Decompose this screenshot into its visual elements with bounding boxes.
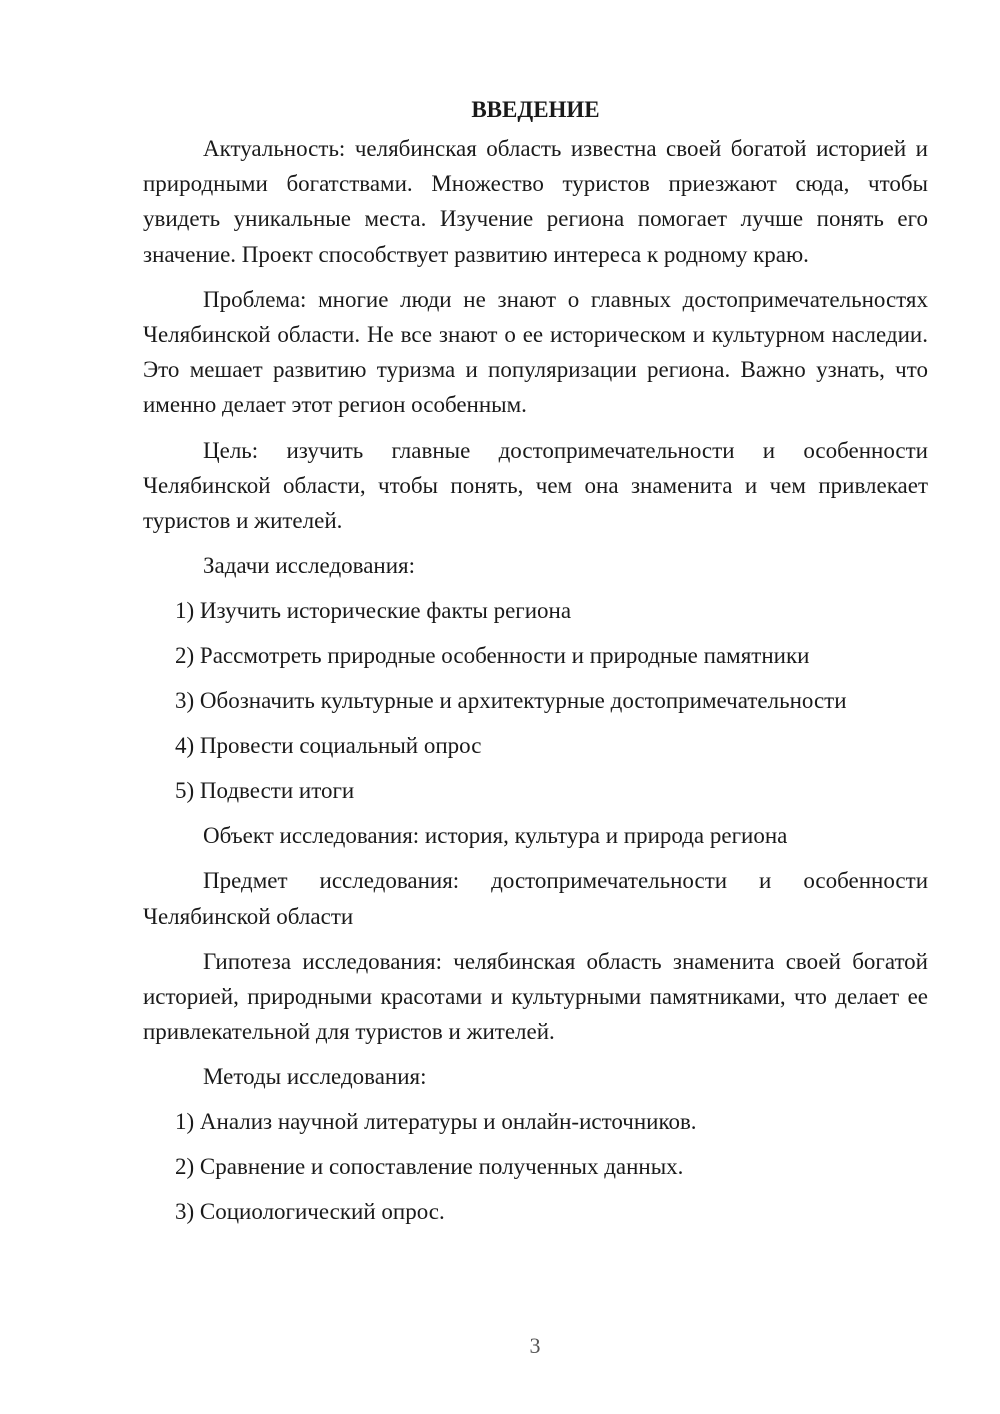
methods-list — [143, 1104, 928, 1229]
list-item: 2) Сравнение и сопоставление полученных данных. — [175, 1154, 684, 1180]
tasks-heading: Задачи исследования: — [203, 553, 416, 579]
object-paragraph: Объект исследования: история, культура и природа региона — [203, 823, 788, 849]
goal-paragraph: Цель: изучить главные достопримечательности и особенности Челябинской области, чтобы понять, чем она знаменита и чем привлекает туристов и жителей. — [143, 437, 928, 534]
tasks-list — [143, 593, 928, 808]
list-item: 1) Изучить исторические факты региона — [175, 598, 572, 624]
list-item: 5) Подвести итоги — [175, 778, 355, 804]
hypothesis-paragraph: Гипотеза исследования: челябинская область знаменита своей богатой историей, природными красотами и культурными памятниками, что делает ее привлекательной для туристов и жителей. — [143, 948, 928, 1045]
problem-paragraph: Проблема: многие люди не знают о главных достопримечательностях Челябинской области. Не все знают о ее историческом и культурном наследии. Это мешает развитию туризма и популяризации региона. Важно узнать, что именно делает этот регион особенным. — [143, 286, 928, 418]
list-item: 4) Провести социальный опрос — [175, 733, 482, 759]
list-item: 1) Анализ научной литературы и онлайн-источников. — [175, 1109, 697, 1135]
list-item: 3) Обозначить культурные и архитектурные достопримечательности — [175, 688, 847, 714]
methods-heading: Методы исследования: — [203, 1064, 427, 1090]
list-item: 2) Рассмотреть природные особенности и природные памятники — [175, 643, 810, 669]
document-page — [143, 92, 928, 1239]
page-title: ВВЕДЕНИЕ — [471, 97, 600, 122]
subject-paragraph: Предмет исследования: достопримечательности и особенности Челябинской области — [143, 868, 928, 929]
relevance-paragraph: Актуальность: челябинская область известна своей богатой историей и природными богатствами. Множество туристов приезжают сюда, чтобы увидеть уникальные места. Изучение региона помогает лучше понять его значение. Проект способствует развитию интереса к родному краю. — [143, 136, 928, 267]
page-number: 3 — [529, 1333, 541, 1358]
list-item: 3) Социологический опрос. — [175, 1199, 445, 1225]
